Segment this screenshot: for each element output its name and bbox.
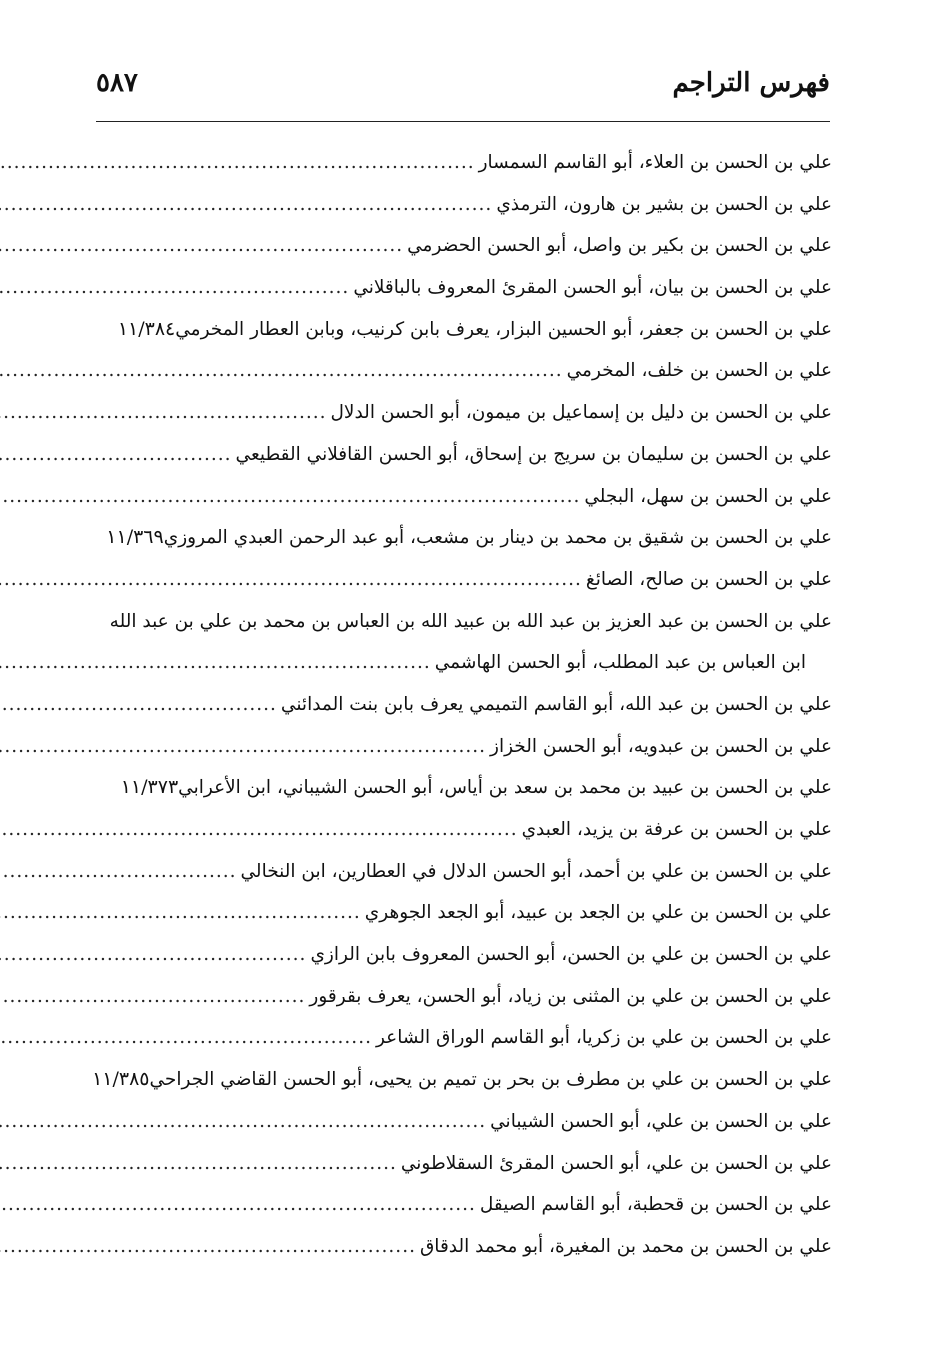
index-entry bbox=[88, 1059, 832, 1101]
entry-reference: ١١/٣٨٤ bbox=[117, 317, 176, 340]
leader-dots bbox=[0, 851, 237, 893]
leader-dots bbox=[0, 642, 431, 684]
leader-dots bbox=[0, 559, 582, 601]
entry-name: علي بن الحسن بن شقيق بن محمد بن دينار بن مشعب، أبو عبد الرحمن العبدي المروزي bbox=[163, 527, 832, 549]
entry-name: علي بن الحسن بن محمد بن المغيرة، أبو محمد الدقاق bbox=[419, 1235, 832, 1257]
entry-name: علي بن الحسن بن عبيد بن محمد بن سعد بن أياس، أبو الحسن الشيباني، ابن الأعرابي bbox=[178, 777, 832, 799]
index-entry bbox=[88, 517, 832, 559]
leader-dots bbox=[0, 976, 305, 1018]
entry-name: علي بن الحسن بن عرفة بن يزيد، العبدي bbox=[521, 819, 832, 840]
entry-name: علي بن الحسن بن علي بن الجعد بن عبيد، أبو الجعد الجوهري bbox=[364, 902, 832, 924]
running-title: فهرس التراجم bbox=[672, 68, 830, 98]
index-entry bbox=[88, 350, 832, 392]
index-entry bbox=[88, 601, 832, 643]
leader-dots bbox=[0, 934, 306, 976]
leader-dots bbox=[0, 225, 403, 267]
index-entry bbox=[88, 184, 832, 226]
index-entry bbox=[88, 1101, 832, 1143]
index-entry bbox=[88, 142, 832, 184]
leader-dots bbox=[0, 1143, 397, 1185]
entry-name: علي بن الحسن بن عبد العزيز بن عبد الله بن عبيد الله بن العباس بن محمد بن علي بن عبد الله bbox=[109, 610, 832, 632]
index-entry bbox=[88, 892, 832, 934]
entry-reference: ١١/٣٧٣ bbox=[120, 776, 179, 799]
index-entry-continuation bbox=[88, 642, 832, 684]
index-entry bbox=[88, 1184, 832, 1226]
index-entry bbox=[88, 934, 832, 976]
index-entry bbox=[88, 851, 832, 893]
page-header bbox=[96, 66, 830, 110]
leader-dots bbox=[0, 184, 492, 226]
entry-name: علي بن الحسن بن بيان، أبو الحسن المقرئ المعروف بالباقلاني bbox=[353, 277, 832, 299]
leader-dots bbox=[0, 892, 361, 934]
index-entry bbox=[88, 684, 832, 726]
page-number: ٥٨٧ bbox=[96, 68, 138, 98]
index-entry bbox=[88, 1143, 832, 1185]
leader-dots bbox=[0, 726, 486, 768]
leader-dots bbox=[0, 1184, 476, 1226]
index-entry bbox=[88, 809, 832, 851]
leader-dots bbox=[0, 434, 232, 476]
entry-name: علي بن الحسن بن سليمان بن سريج بن إسحاق، أبو الحسن القافلاني القطيعي bbox=[235, 443, 832, 465]
leader-dots bbox=[0, 1017, 372, 1059]
leader-dots bbox=[0, 476, 580, 518]
leader-dots bbox=[0, 267, 349, 309]
leader-dots bbox=[0, 1101, 486, 1143]
leader-dots bbox=[0, 142, 475, 184]
entry-name: علي بن الحسن بن صالح، الصائغ bbox=[585, 568, 832, 590]
entry-name: علي بن الحسن بن قحطبة، أبو القاسم الصيقل bbox=[479, 1194, 832, 1216]
index-entry bbox=[88, 309, 832, 351]
index-list bbox=[88, 142, 832, 1268]
entry-name: ابن العباس بن عبد المطلب، أبو الحسن الهاشمي bbox=[434, 652, 806, 674]
leader-dots bbox=[0, 1226, 416, 1268]
entry-name: علي بن الحسن بن بشير بن هارون، الترمذي bbox=[496, 193, 832, 215]
entry-name: علي بن الحسن بن عبد الله، أبو القاسم التميمي يعرف بابن بنت المدائني bbox=[280, 693, 832, 715]
index-entry bbox=[88, 476, 832, 518]
leader-dots bbox=[0, 809, 518, 851]
entry-name: علي بن الحسن بن علي، أبو الحسن الشيباني bbox=[490, 1110, 832, 1132]
leader-dots bbox=[0, 392, 326, 434]
entry-name: علي بن الحسن بن سهل، البجلي bbox=[584, 485, 832, 507]
index-entry bbox=[88, 267, 832, 309]
index-entry bbox=[88, 726, 832, 768]
entry-name: علي بن الحسن بن جعفر، أبو الحسين البزار، يعرف بابن كرنيب، وبابن العطار المخرمي bbox=[175, 318, 832, 340]
index-entry bbox=[88, 225, 832, 267]
entry-name: علي بن الحسن بن علي بن مطرف بن بحر بن تميم بن يحيى، أبو الحسن القاضي الجراحي bbox=[149, 1069, 832, 1091]
entry-name: علي بن الحسن بن علي، أبو الحسن المقرئ السقلاطوني bbox=[400, 1152, 832, 1174]
entry-name: علي بن الحسن بن بكير بن واصل، أبو الحسن الحضرمي bbox=[407, 235, 832, 257]
header-rule bbox=[96, 121, 830, 122]
entry-name: علي بن الحسن بن علي بن زكريا، أبو القاسم الوراق الشاعر bbox=[375, 1027, 832, 1049]
entry-name: علي بن الحسن بن علي بن الحسن، أبو الحسن المعروف بابن الرازي bbox=[310, 944, 832, 966]
entry-name: علي بن الحسن بن خلف، المخرمي bbox=[566, 360, 832, 382]
entry-name: علي بن الحسن بن عبدويه، أبو الحسن الخزاز bbox=[490, 735, 832, 757]
entry-name: علي بن الحسن بن دليل بن إسماعيل بن ميمون، أبو الحسن الدلال bbox=[330, 402, 832, 424]
entry-reference: ١١/٣٦٩ bbox=[106, 526, 164, 549]
entry-name: علي بن الحسن بن علي بن المثنى بن زياد، أبو الحسن، يعرف بقرقور bbox=[309, 985, 832, 1007]
leader-dots bbox=[0, 350, 563, 392]
index-entry bbox=[88, 434, 832, 476]
index-entry bbox=[88, 392, 832, 434]
index-entry bbox=[88, 1226, 832, 1268]
index-entry bbox=[88, 767, 832, 809]
index-entry bbox=[88, 559, 832, 601]
index-entry bbox=[88, 976, 832, 1018]
entry-reference: ١١/٣٨٥ bbox=[92, 1068, 150, 1091]
leader-dots bbox=[0, 684, 277, 726]
entry-name: علي بن الحسن بن علي بن أحمد، أبو الحسن الدلال في العطارين، ابن النخالي bbox=[240, 860, 832, 882]
index-entry bbox=[88, 1017, 832, 1059]
entry-name: علي بن الحسن بن العلاء، أبو القاسم السمسار bbox=[478, 152, 832, 173]
